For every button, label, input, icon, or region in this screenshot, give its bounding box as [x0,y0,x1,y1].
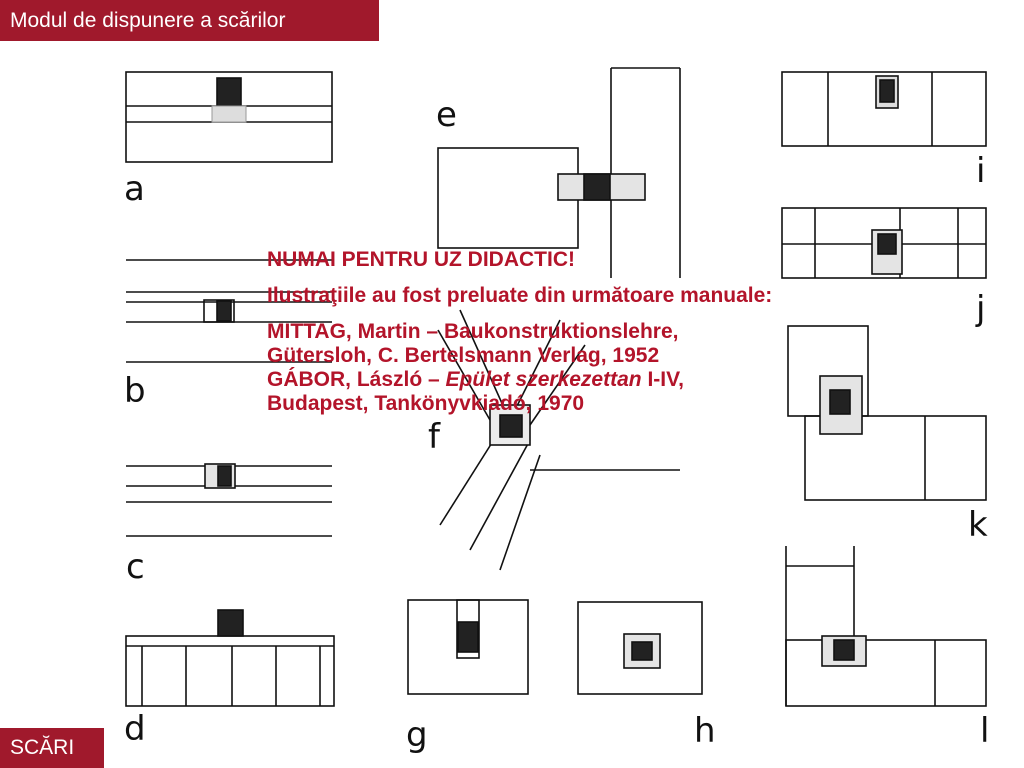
notice-heading: NUMAI PENTRU UZ DIDACTIC! [267,248,575,271]
label-i: i [976,151,986,191]
reference-2-author: GÁBOR, László – [267,368,446,391]
diagram-l [786,546,986,706]
label-b: b [124,371,146,411]
label-e: e [436,95,457,135]
diagram-d [126,610,334,706]
diagram-j [782,208,986,278]
reference-1-line-2: Gütersloh, C. Bertelsmann Verlag, 1952 [267,344,660,367]
label-k: k [968,505,988,545]
label-l: l [980,711,990,751]
section-label: SCĂRI [0,728,104,768]
label-j: j [976,289,986,329]
diagram-e [438,68,680,278]
slide-title: Modul de dispunere a scărilor [0,0,379,41]
reference-2-line-1 [267,368,787,392]
label-g: g [406,715,428,755]
diagram-i [782,72,986,146]
diagram-k [788,326,986,500]
diagram-g [408,600,528,694]
diagram-c [126,464,332,536]
label-d: d [124,709,146,749]
didactic-notice [267,248,787,428]
notice-references [267,320,787,416]
label-c: c [126,547,145,587]
reference-2-volumes: I-IV, [641,368,685,391]
label-f: f [428,417,440,457]
label-a: a [124,169,145,209]
notice-intro: Ilustraţiile au fost preluate din următoare manuale: [267,284,773,307]
reference-1-line-1: MITTAG, Martin – Baukonstruktionslehre, [267,320,679,343]
diagram-h [578,602,702,694]
label-h: h [694,711,716,751]
reference-2-line-2: Budapest, Tankönyvkiadó, 1970 [267,392,585,415]
diagram-a [126,72,332,162]
reference-2-title: Epület szerkezettan [445,368,642,391]
